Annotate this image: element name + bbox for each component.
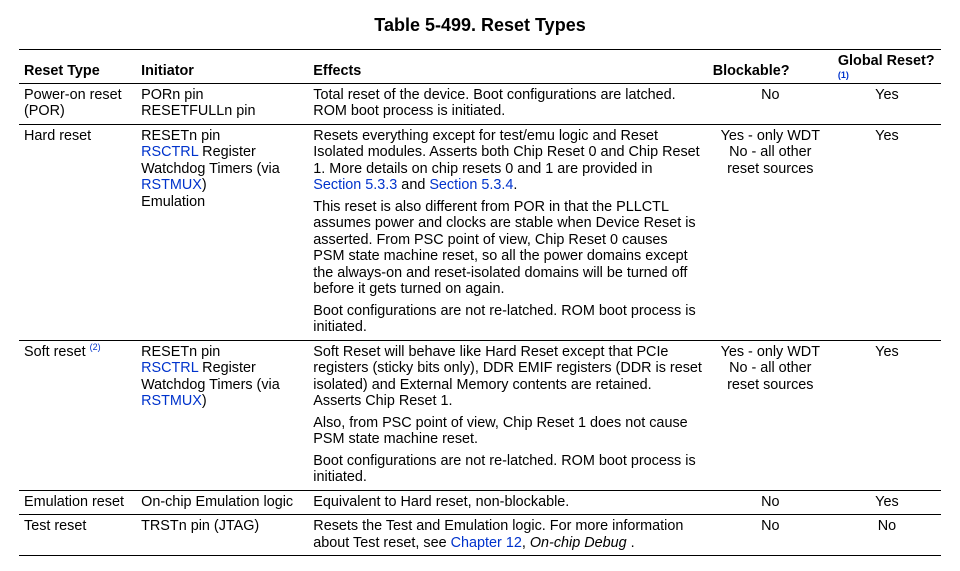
- blockable-line: Yes - only WDT: [720, 343, 820, 360]
- cell-effects: Total reset of the device. Boot configurations are latched. ROM boot process is initiated.: [308, 83, 707, 124]
- initiator-text: ): [201, 177, 207, 193]
- initiator-line: [141, 144, 303, 161]
- initiator-line: PORn pin: [141, 86, 204, 103]
- cell-reset-type: Power-on reset (POR): [19, 83, 136, 124]
- cell-reset-type: Hard reset: [19, 124, 136, 340]
- cell-effects: [308, 124, 707, 340]
- cell-effects: Equivalent to Hard reset, non-blockable.: [308, 490, 707, 515]
- chapter-link[interactable]: Chapter 12: [450, 534, 522, 551]
- blockable-line: reset sources: [727, 160, 814, 177]
- effects-paragraph: Soft Reset will behave like Hard Reset except that PCIe registers (sticky bits only), DDR EMIF registers (DDR is reset isolated) and External Memory contents are retained. Asserts Chip Reset 1.: [313, 343, 702, 409]
- effects-text: .: [513, 177, 518, 193]
- initiator-line: RESETn pin: [141, 343, 221, 360]
- effects-text: and: [397, 177, 430, 193]
- table-row: [19, 340, 941, 490]
- cell-initiator: On-chip Emulation logic: [136, 490, 308, 515]
- initiator-text: Register: [198, 360, 256, 376]
- cell-initiator: [136, 83, 308, 124]
- effects-text: ,: [521, 534, 530, 551]
- cell-reset-type: [19, 340, 136, 490]
- effects-paragraph: [313, 128, 702, 194]
- blockable-line: Yes - only WDT: [720, 127, 820, 144]
- cell-reset-type: Emulation reset: [19, 490, 136, 515]
- header-blockable: Blockable?: [708, 50, 833, 84]
- effects-paragraph: Boot configurations are not re-latched. ROM boot process is initiated.: [313, 452, 696, 485]
- blockable-line: No - all other: [729, 144, 812, 160]
- rsctrl-link[interactable]: RSCTRL: [141, 360, 199, 376]
- reset-type-text: Soft reset: [24, 343, 86, 360]
- cell-effects: [308, 515, 707, 556]
- effects-text: Resets the Test and Emulation logic. For more information about Test reset, see: [313, 518, 684, 551]
- initiator-text: Register: [198, 144, 256, 160]
- blockable-line: reset sources: [727, 376, 814, 393]
- initiator-line: [141, 161, 303, 194]
- header-global-reset-label: Global Reset?: [837, 53, 935, 69]
- header-reset-type: Reset Type: [19, 50, 136, 84]
- cell-initiator: [136, 340, 308, 490]
- table-header-row: [19, 50, 941, 84]
- table-row: [19, 124, 941, 340]
- rstmux-link[interactable]: RSTMUX: [141, 393, 202, 409]
- cell-global-reset: Yes: [833, 340, 941, 490]
- cell-effects: [308, 340, 707, 490]
- table-row: [19, 83, 941, 124]
- cell-global-reset: No: [833, 515, 941, 556]
- cell-initiator: [136, 124, 308, 340]
- cell-blockable: [708, 124, 833, 340]
- effects-text: .: [626, 534, 635, 551]
- cell-global-reset: Yes: [833, 490, 941, 515]
- section-link[interactable]: Section 5.3.4: [429, 177, 514, 193]
- initiator-text: Watchdog Timers (via: [141, 376, 280, 393]
- footnote-link-1[interactable]: (1): [837, 69, 849, 80]
- header-effects: Effects: [308, 50, 707, 84]
- effects-paragraph: This reset is also different from POR in that the PLLCTL assumes power and clocks are stable when Device Reset is asserted. From PSC point of view, Chip Reset 0 causes PSM state machine reset, so all the power domains except the always-on and reset-isolated domains will be turned off before it gets turned on again.: [313, 198, 696, 297]
- cell-global-reset: Yes: [833, 124, 941, 340]
- cell-reset-type: Test reset: [19, 515, 136, 556]
- section-link[interactable]: Section 5.3.3: [313, 177, 398, 193]
- cell-blockable: No: [708, 515, 833, 556]
- effects-emphasis: On-chip Debug: [529, 534, 627, 551]
- initiator-line: Emulation: [141, 193, 206, 210]
- cell-blockable: No: [708, 490, 833, 515]
- cell-blockable: [708, 340, 833, 490]
- initiator-line: [141, 360, 303, 377]
- initiator-line: RESETFULLn pin: [141, 103, 256, 119]
- effects-paragraph: Also, from PSC point of view, Chip Reset 1 does not cause PSM state machine reset.: [313, 414, 688, 447]
- effects-text: Resets everything except for test/emu logic and Reset Isolated modules. Asserts both Chip Reset 0 and Chip Reset 1. More details on chip resets 0 and 1 are provided in: [313, 127, 700, 177]
- cell-initiator: TRSTn pin (JTAG): [136, 515, 308, 556]
- footnote-link-2[interactable]: (2): [89, 341, 101, 352]
- rsctrl-link[interactable]: RSCTRL: [141, 144, 199, 160]
- initiator-text: ): [201, 393, 207, 409]
- initiator-line: RESETn pin: [141, 127, 221, 144]
- reset-types-table: [19, 49, 941, 556]
- initiator-line: [141, 377, 303, 410]
- header-global-reset: [833, 50, 941, 84]
- cell-blockable: No: [708, 83, 833, 124]
- rstmux-link[interactable]: RSTMUX: [141, 177, 202, 193]
- blockable-line: No - all other: [729, 360, 812, 376]
- effects-paragraph: Boot configurations are not re-latched. ROM boot process is initiated.: [313, 302, 696, 335]
- header-initiator: Initiator: [136, 50, 308, 84]
- table-row: [19, 490, 941, 515]
- initiator-text: Watchdog Timers (via: [141, 160, 280, 177]
- table-row: [19, 515, 941, 556]
- cell-global-reset: Yes: [833, 83, 941, 124]
- table-caption: Table 5-499. Reset Types: [374, 15, 586, 35]
